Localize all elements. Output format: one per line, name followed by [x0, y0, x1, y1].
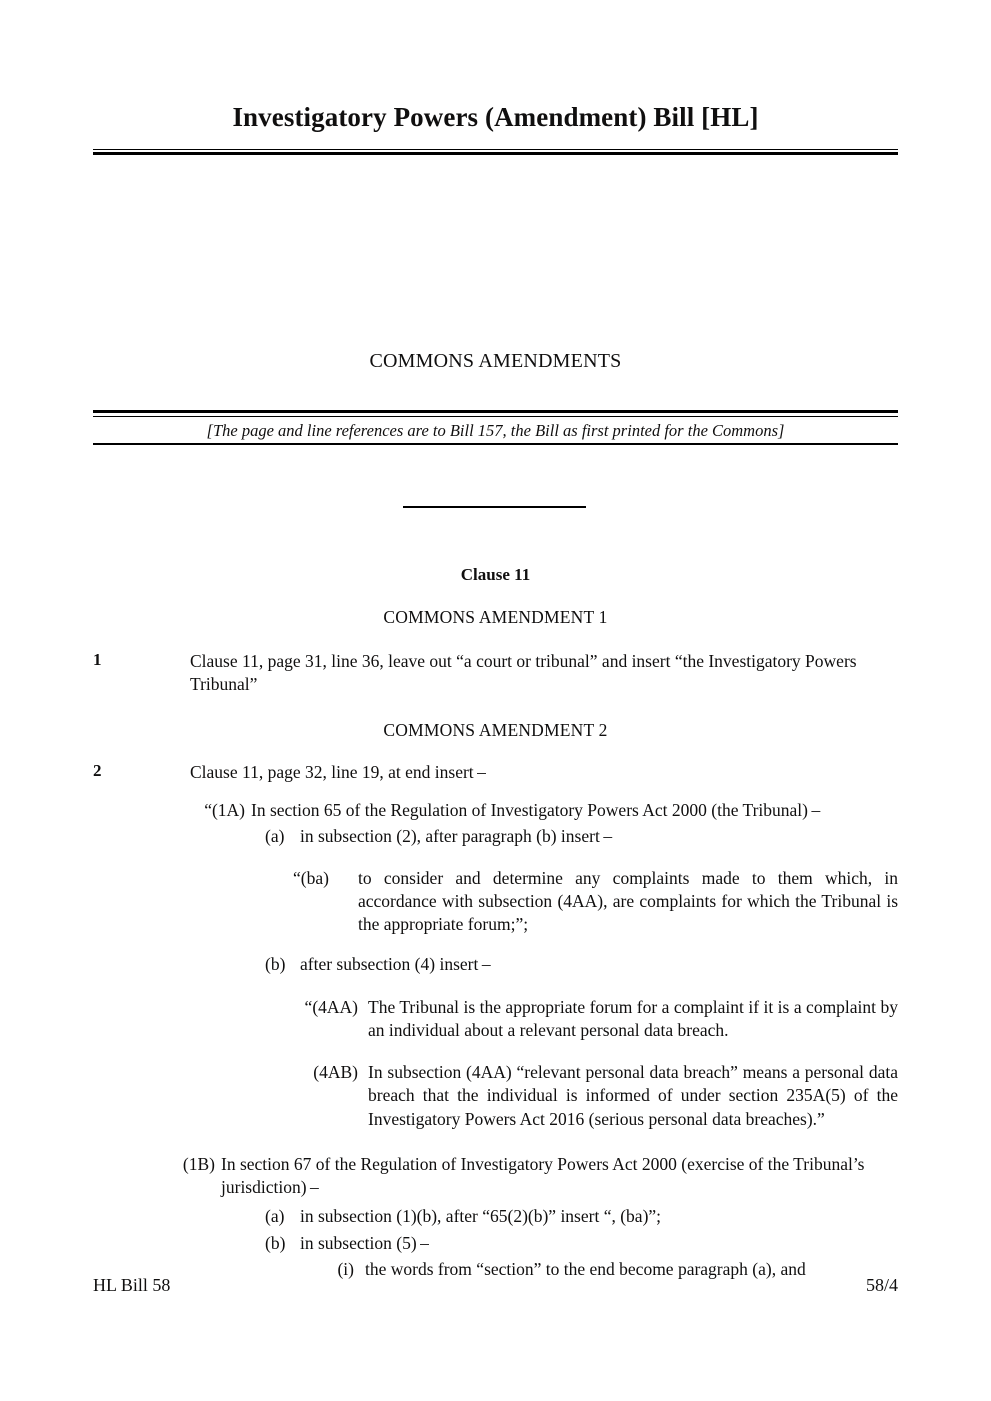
subsection-1A-label: “(1A) [204, 800, 245, 820]
footer-bill-number: HL Bill 58 [93, 1275, 171, 1295]
amendment-1-block [93, 650, 898, 697]
amendment-2-block [93, 761, 898, 784]
clause-heading: Clause 11 [460, 565, 531, 584]
subsection-1B-text: In section 67 of the Regulation of Investigatory Powers Act 2000 (exercise of the Tribunal’s jurisdiction) – [221, 1153, 865, 1198]
subsection-4AB-text: In subsection (4AA) “relevant personal data breach” means a personal data breach that the individual is informed of under section 235A(5) of the Investigatory Powers Act 2016 (serious personal data breaches).” [368, 1062, 898, 1129]
page-footer [93, 1275, 898, 1296]
note-rule-thin [93, 416, 898, 417]
subsection-4AA-label: “(4AA) [304, 996, 358, 1017]
amendment-1-number: 1 [93, 650, 102, 669]
note-rule-bottom [93, 443, 898, 445]
note-rule-thick [93, 410, 898, 413]
subsection-1A-item-b-text: after subsection (4) insert – [300, 954, 491, 975]
subsection-1B-item-a-text: in subsection (1)(b), after “65(2)(b)” insert “, (ba)”; [300, 1206, 662, 1227]
subsection-1B-item-a [93, 1205, 898, 1228]
inserted-paragraph-ba [93, 867, 898, 937]
inserted-subsection-1A [93, 799, 898, 822]
subsection-4AA-text: The Tribunal is the appropriate forum for a complaint if it is a complaint by an individual about a relevant personal data breach. [368, 996, 898, 1040]
subsection-1A-item-a-label: (a) [265, 826, 285, 847]
subsection-1B-item-b-text: in subsection (5) – [300, 1232, 429, 1253]
footer-page-number: 58/4 [865, 1275, 898, 1295]
subsection-1A-text: In section 65 of the Regulation of Investigatory Powers Act 2000 (the Tribunal) – [251, 800, 821, 820]
title-rule-thin [93, 149, 898, 150]
amendment-2-text: Clause 11, page 32, line 19, at end insert – [190, 762, 486, 782]
commons-amendment-2-heading: COMMONS AMENDMENT 2 [383, 720, 608, 740]
section-divider [403, 506, 586, 508]
inserted-subsection-1B [93, 1153, 898, 1200]
reference-note: [The page and line references are to Bill 157, the Bill as first printed for the Commons] [206, 421, 785, 440]
subsection-1A-item-a-text: in subsection (2), after paragraph (b) insert – [300, 826, 613, 847]
commons-amendments-heading: COMMONS AMENDMENTS [369, 350, 622, 372]
sub-i-label: (i) [337, 1258, 354, 1279]
subsection-1B-item-b [93, 1232, 898, 1255]
amendment-2-number: 2 [93, 761, 102, 780]
subsection-1B-label: (1B) [182, 1153, 215, 1174]
subsection-1B-item-b-label: (b) [265, 1232, 286, 1253]
subsection-1A-item-b-label: (b) [265, 954, 286, 975]
paragraph-ba-text: to consider and determine any complaints made to them which, in accordance with subsection (4AA), are complaints for which the Tribunal is the appropriate forum;”; [358, 867, 898, 935]
subsection-4AB-label: (4AB) [313, 1062, 358, 1083]
amendment-1-text: Clause 11, page 31, line 36, leave out “a court or tribunal” and insert “the Investigatory Powers Tribunal” [190, 651, 857, 695]
title-rule-thick [93, 152, 898, 155]
amendment-2-inserted-text [93, 795, 898, 1281]
subsection-1A-item-a [93, 825, 898, 848]
inserted-subsection-4AA [93, 996, 898, 1043]
commons-amendment-1-heading: COMMONS AMENDMENT 1 [383, 607, 608, 627]
subsection-1A-item-b [93, 953, 898, 976]
inserted-subsection-4AB [93, 1061, 898, 1131]
paragraph-ba-label: “(ba) [293, 867, 329, 888]
page-title: Investigatory Powers (Amendment) Bill [HL] [232, 102, 759, 132]
sub-i-text: the words from “section” to the end become paragraph (a), and [365, 1258, 806, 1279]
subsection-1B-item-a-label: (a) [265, 1206, 285, 1227]
